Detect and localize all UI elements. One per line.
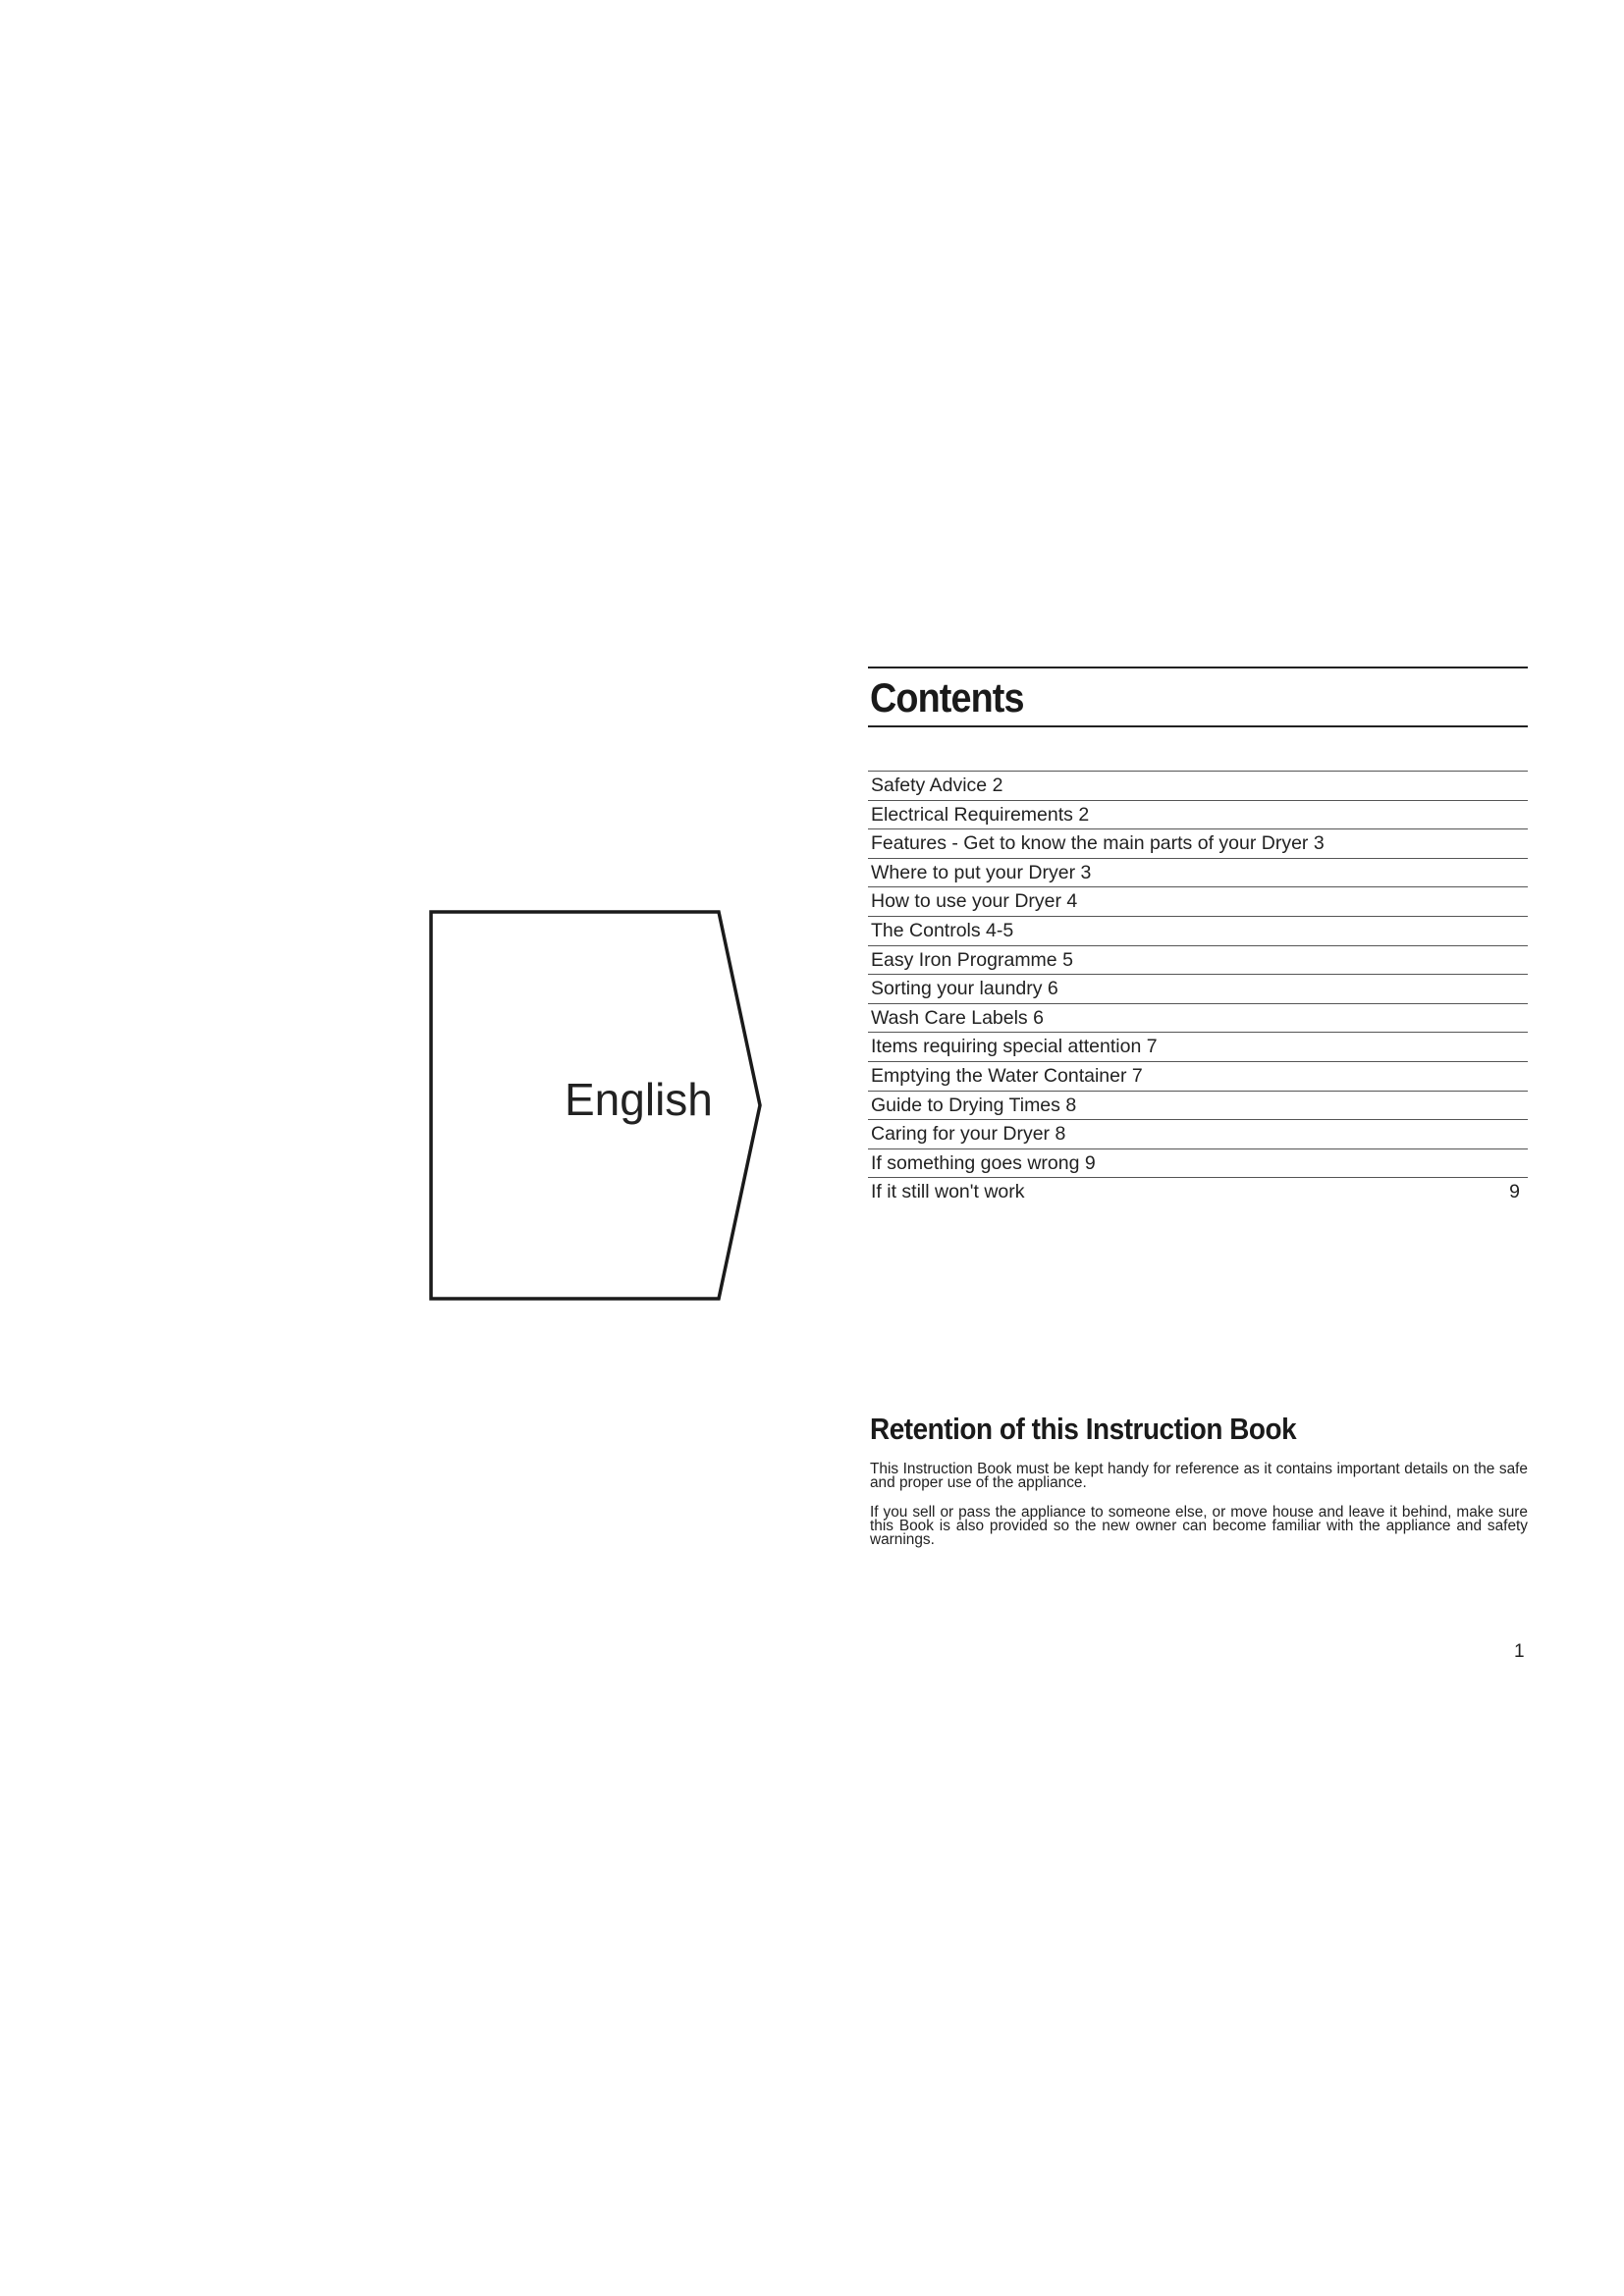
toc-item-label: Electrical Requirements 2: [871, 803, 1090, 826]
contents-header: [868, 667, 1528, 727]
toc-item-label: The Controls 4-5: [871, 919, 1014, 941]
toc-item-label: If it still won't work: [871, 1181, 1025, 1203]
toc-list: [868, 771, 1528, 1206]
toc-item-easy-iron[interactable]: [868, 945, 1528, 975]
toc-item-label: Features - Get to know the main parts of your Dryer 3: [871, 832, 1325, 855]
toc-item-page-number: 9: [1509, 1181, 1520, 1203]
toc-item-how-to-use[interactable]: [868, 886, 1528, 916]
toc-item-label: Emptying the Water Container 7: [871, 1064, 1143, 1087]
toc-item-controls[interactable]: [868, 916, 1528, 945]
toc-item-something-wrong[interactable]: [868, 1148, 1528, 1178]
toc-item-wash-care-labels[interactable]: [868, 1003, 1528, 1033]
toc-item-label: Sorting your laundry 6: [871, 978, 1058, 1000]
toc-item-label: Guide to Drying Times 8: [871, 1094, 1077, 1116]
retention-title: Retention of this Instruction Book: [870, 1412, 1297, 1446]
toc-item-label: Caring for your Dryer 8: [871, 1123, 1066, 1146]
toc-item-label: How to use your Dryer 4: [871, 890, 1078, 913]
toc-item-electrical-requirements[interactable]: [868, 800, 1528, 829]
retention-paragraph: This Instruction Book must be kept handy for reference as it contains important details on the safe and proper use of the appliance.: [870, 1461, 1528, 1491]
toc-item-label: If something goes wrong 9: [871, 1151, 1096, 1174]
toc-item-caring[interactable]: [868, 1119, 1528, 1148]
toc-item-still-wont-work[interactable]: [868, 1177, 1528, 1206]
toc-item-water-container[interactable]: [868, 1061, 1528, 1091]
toc-item-label: Safety Advice 2: [871, 774, 1003, 796]
toc-item-label: Easy Iron Programme 5: [871, 948, 1073, 971]
toc-item-special-attention[interactable]: [868, 1032, 1528, 1061]
page-number: 1: [1514, 1641, 1525, 1662]
toc-item-label: Wash Care Labels 6: [871, 1006, 1044, 1029]
toc-item-drying-times[interactable]: [868, 1091, 1528, 1120]
toc-item-features[interactable]: [868, 828, 1528, 858]
toc-item-label: Where to put your Dryer 3: [871, 861, 1092, 883]
retention-section: [870, 1410, 1528, 1563]
retention-paragraph: If you sell or pass the appliance to someone else, or move house and leave it behind, make sure this Book is also provided so the new owner can become familiar with the appliance and safety warnings.: [870, 1504, 1528, 1548]
toc-item-where-to-put[interactable]: [868, 858, 1528, 887]
toc-item-safety-advice[interactable]: [868, 771, 1528, 800]
toc-item-label: Items requiring special attention 7: [871, 1036, 1158, 1058]
contents-bottom-rule: [868, 725, 1528, 727]
language-label: English: [565, 1074, 713, 1125]
contents-title: Contents: [870, 674, 1024, 721]
toc-item-sorting-laundry[interactable]: [868, 974, 1528, 1003]
